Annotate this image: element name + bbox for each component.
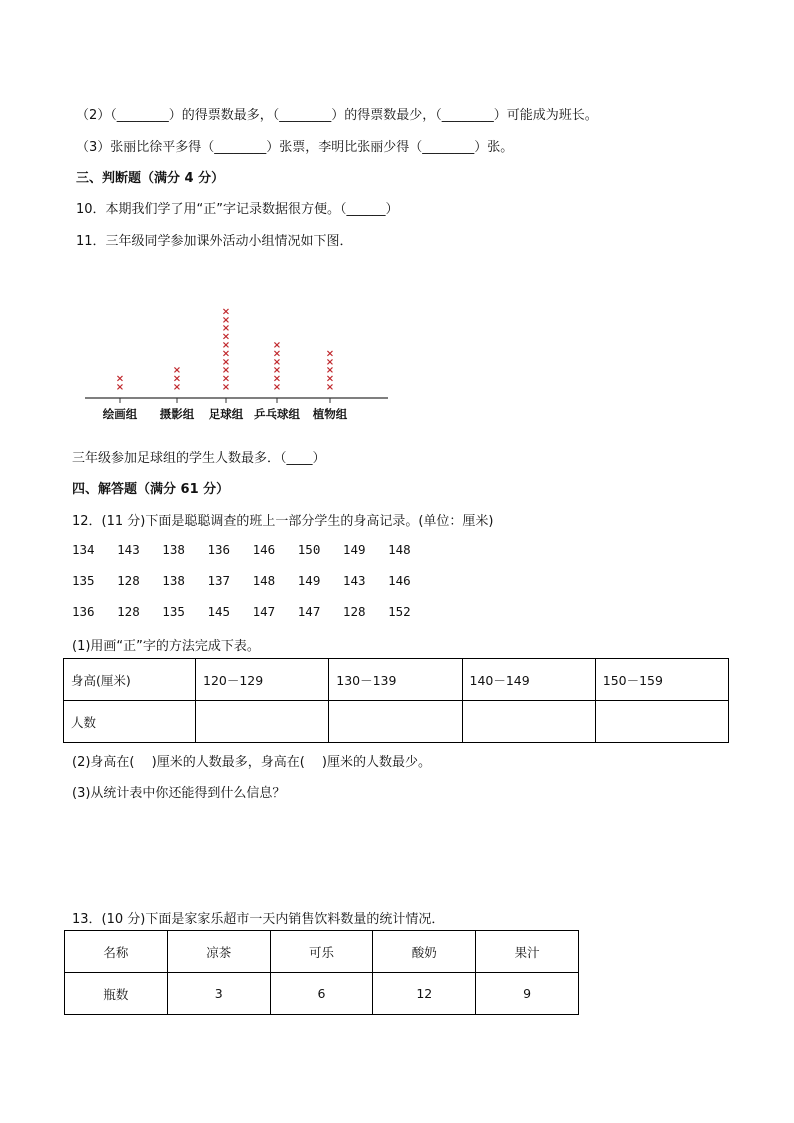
q13-line: 13．(10 分)下面是家家乐超市一天内销售饮料数量的统计情况．: [72, 912, 445, 927]
table2-header-cell: 名称: [65, 931, 168, 973]
chart-point-mark: ×: [325, 348, 335, 360]
chart-point-mark: ×: [272, 356, 282, 368]
table2-header-cell: 可乐: [270, 931, 373, 973]
table2-value-cell: 12: [373, 973, 476, 1015]
table1-answer-cell[interactable]: [329, 701, 462, 743]
chart-point-mark: ×: [172, 382, 182, 393]
q12-part2: (2)身高在( )厘米的人数最多，身高在( )厘米的人数最少。: [72, 755, 431, 770]
table1-header-cell: 130－139: [329, 659, 462, 701]
chart-point-mark: ×: [221, 331, 231, 343]
q3-line: （3）张丽比徐平多得（________）张票，李明比张丽少得（________）张。: [76, 140, 514, 155]
chart-point-mark: ×: [172, 365, 182, 377]
table2-row-label: 瓶数: [65, 973, 168, 1015]
chart-point-mark: ×: [221, 323, 231, 335]
chart-point-mark: ×: [221, 314, 231, 326]
q2-line: （2）（________）的得票数最多，（________）的得票数最少，（________）可能成为班长。: [76, 108, 598, 123]
table2-value-cell: 6: [270, 973, 373, 1015]
table1-answer-cell[interactable]: [595, 701, 728, 743]
section4-heading: 四、解答题（满分 61 分）: [72, 482, 230, 497]
section3-heading: 三、判断题（满分 4 分）: [76, 171, 225, 186]
q11-statement: 三年级参加足球组的学生人数最多．（____）: [72, 451, 326, 466]
height-tally-table: [63, 658, 729, 743]
drink-sales-table: [64, 930, 579, 1015]
height-row-2: 135 128 138 137 148 149 143 146: [72, 573, 411, 588]
chart-point-mark: ×: [272, 340, 282, 351]
chart-point-mark: ×: [325, 365, 335, 377]
table2-value-cell: 9: [476, 973, 579, 1015]
chart-point-mark: ×: [221, 373, 231, 385]
table1-header-cell: 120－129: [196, 659, 329, 701]
chart-point-mark: ×: [221, 340, 231, 351]
height-row-1: 134 143 138 136 146 150 149 148: [72, 542, 411, 557]
chart-point-mark: ×: [325, 382, 335, 393]
activity-group-chart: [80, 260, 400, 425]
chart-category-label: 摄影组: [159, 407, 195, 421]
chart-point-mark: ×: [221, 365, 231, 377]
chart-point-mark: ×: [272, 373, 282, 385]
chart-point-mark: ×: [325, 356, 335, 368]
table2-header-cell: 凉茶: [167, 931, 270, 973]
chart-category-label: 足球组: [208, 407, 244, 421]
chart-point-mark: ×: [272, 382, 282, 393]
chart-point-mark: ×: [115, 382, 125, 393]
table1-answer-cell[interactable]: [462, 701, 595, 743]
table2-header-cell: 果汁: [476, 931, 579, 973]
table1-header-cell: 140－149: [462, 659, 595, 701]
chart-point-mark: ×: [115, 373, 125, 385]
q12-line: 12．(11 分)下面是聪聪调查的班上一部分学生的身高记录。(单位：厘米): [72, 514, 494, 529]
chart-category-label: 绘画组: [102, 407, 138, 421]
chart-point-mark: ×: [272, 365, 282, 377]
q12-part1: (1)用画“正”字的方法完成下表。: [72, 639, 260, 654]
q12-part3: (3)从统计表中你还能得到什么信息？: [72, 786, 286, 801]
table2-header-cell: 酸奶: [373, 931, 476, 973]
chart-point-mark: ×: [221, 382, 231, 393]
chart-point-mark: ×: [221, 356, 231, 368]
chart-point-mark: ×: [325, 373, 335, 385]
chart-point-mark: ×: [272, 348, 282, 360]
chart-category-label: 植物组: [312, 407, 348, 421]
chart-point-mark: ×: [221, 306, 231, 318]
table1-header-cell: 150－159: [595, 659, 728, 701]
table2-value-cell: 3: [167, 973, 270, 1015]
chart-category-label: 乒乓球组: [254, 407, 300, 421]
q10-line: 10．本期我们学了用“正”字记录数据很方便。（______）: [76, 202, 399, 217]
chart-point-mark: ×: [172, 373, 182, 385]
height-row-3: 136 128 135 145 147 147 128 152: [72, 604, 411, 619]
table1-row-label: 人数: [64, 701, 196, 743]
q11-line: 11．三年级同学参加课外活动小组情况如下图．: [76, 234, 353, 249]
chart-point-mark: ×: [221, 348, 231, 360]
table1-answer-cell[interactable]: [196, 701, 329, 743]
table1-header-cell: 身高(厘米): [64, 659, 196, 701]
